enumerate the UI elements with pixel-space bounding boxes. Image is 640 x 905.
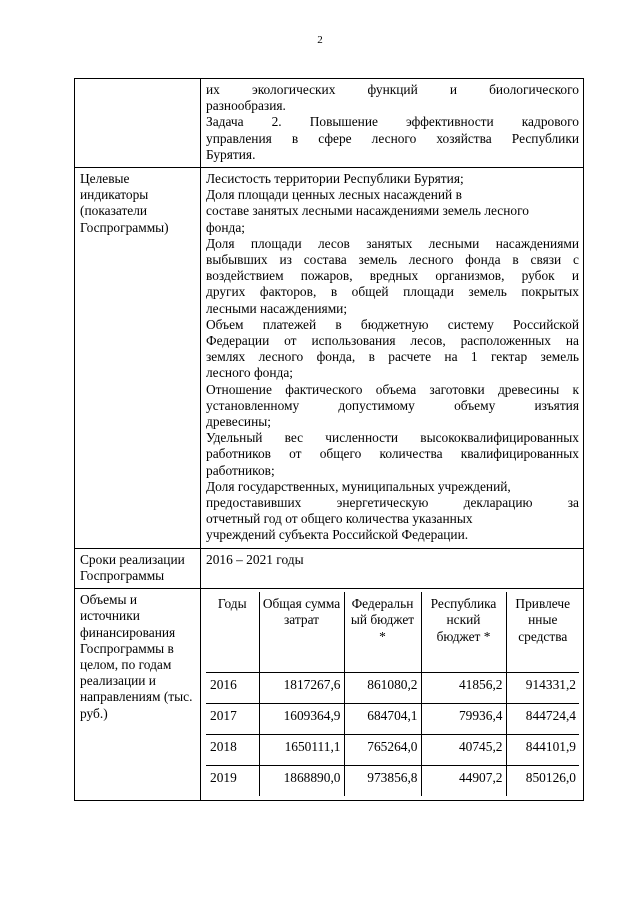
attracted-cell: 914331,2 <box>506 673 579 704</box>
column-header-years: Годы <box>206 592 259 673</box>
continuation-line: разнообразия. <box>206 98 286 114</box>
year-cell: 2017 <box>206 704 259 735</box>
column-header-total: Общая сумма затрат <box>259 592 344 673</box>
year-cell: 2016 <box>206 673 259 704</box>
indicator-line: Удельный вес численности высококвалифицированных <box>206 430 579 446</box>
indicator-line: выбывших из состава земель лесного фонда в связи с <box>206 252 579 268</box>
republic-cell: 40745,2 <box>421 735 506 766</box>
attracted-cell: 844101,9 <box>506 735 579 766</box>
financing-row <box>75 589 584 801</box>
total-cell: 1817267,6 <box>259 673 344 704</box>
federal-cell: 684704,1 <box>344 704 421 735</box>
indicator-line: предоставивших энергетическую декларацию за <box>206 495 579 511</box>
indicator-line: учреждений субъекта Российской Федерации. <box>206 527 469 543</box>
column-header-republic: Республика нский бюджет * <box>421 592 506 673</box>
indicator-line: Объем платежей в бюджетную систему Российской <box>206 316 579 332</box>
continuation-line: их экологических функций и биологического <box>206 82 579 97</box>
indicator-line: составе занятых лесными насаждениями земель лесного <box>206 203 529 219</box>
indicator-line: воздействием пожаров, вредных организмов, рубок и <box>206 268 579 284</box>
indicator-line: древесины; <box>206 414 271 430</box>
continuation-label-cell <box>75 79 201 168</box>
indicator-line: фонда; <box>206 219 246 235</box>
terms-label: Сроки реализации Госпрограммы <box>75 548 201 588</box>
indicator-line: Лесистость территории Республики Бурятия; <box>206 171 464 187</box>
financing-table <box>206 592 579 796</box>
indicator-line: отчетный год от общего количества указанных <box>206 511 473 527</box>
republic-cell: 79936,4 <box>421 704 506 735</box>
federal-cell: 765264,0 <box>344 735 421 766</box>
year-cell: 2018 <box>206 735 259 766</box>
indicator-line: установленному допустимому объему изъятия <box>206 397 579 413</box>
financing-table-cell <box>201 589 584 801</box>
attracted-cell: 850126,0 <box>506 766 579 797</box>
indicator-line: работников; <box>206 462 275 478</box>
column-header-attracted: Привлече нные средства <box>506 592 579 673</box>
federal-cell: 861080,2 <box>344 673 421 704</box>
continuation-row <box>75 79 584 168</box>
table-row <box>206 766 579 797</box>
financing-label: Объемы и источники финансирования Госпрограммы в целом, по годам реализации и направлениям (тыс. руб.) <box>75 589 201 801</box>
indicators-label: Целевые индикаторы (показатели Госпрограммы) <box>75 168 201 549</box>
indicator-line: землях лесного фонда, в расчете на 1 гектар земель <box>206 349 579 365</box>
continuation-line: Задача 2. Повышение эффективности кадрового <box>206 114 579 130</box>
total-cell: 1868890,0 <box>259 766 344 797</box>
continuation-content <box>201 79 584 168</box>
financing-header-row <box>206 592 579 673</box>
page-number: 2 <box>317 34 323 46</box>
republic-cell: 41856,2 <box>421 673 506 704</box>
indicator-line: работников от общего количества квалифицированных <box>206 446 579 462</box>
attracted-cell: 844724,4 <box>506 704 579 735</box>
indicator-line: Доля площади ценных лесных насаждений в <box>206 187 462 203</box>
year-cell: 2019 <box>206 766 259 797</box>
total-cell: 1609364,9 <box>259 704 344 735</box>
column-header-federal: Федеральн ый бюджет * <box>344 592 421 673</box>
table-row <box>206 673 579 704</box>
terms-row <box>75 548 584 588</box>
indicator-line: других факторов, в общей площади земель покрытых <box>206 284 579 300</box>
indicator-line: Федерации от использования лесов, расположенных на <box>206 333 579 349</box>
table-row <box>206 735 579 766</box>
federal-cell: 973856,8 <box>344 766 421 797</box>
indicator-line: Доля государственных, муниципальных учреждений, <box>206 478 511 494</box>
indicator-line: Доля площади лесов занятых лесными насаждениями <box>206 235 579 251</box>
indicator-line: Отношение фактического объема заготовки древесины к <box>206 381 579 397</box>
continuation-line: управления в сфере лесного хозяйства Республики <box>206 130 579 146</box>
total-cell: 1650111,1 <box>259 735 344 766</box>
indicators-list <box>201 168 584 549</box>
continuation-line: Бурятия. <box>206 146 256 162</box>
indicators-row <box>75 168 584 549</box>
indicator-line: лесными насаждениями; <box>206 300 348 316</box>
terms-value: 2016 – 2021 годы <box>201 548 584 588</box>
indicator-line: лесного фонда; <box>206 365 293 381</box>
republic-cell: 44907,2 <box>421 766 506 797</box>
table-row <box>206 704 579 735</box>
program-passport-table <box>74 78 584 801</box>
